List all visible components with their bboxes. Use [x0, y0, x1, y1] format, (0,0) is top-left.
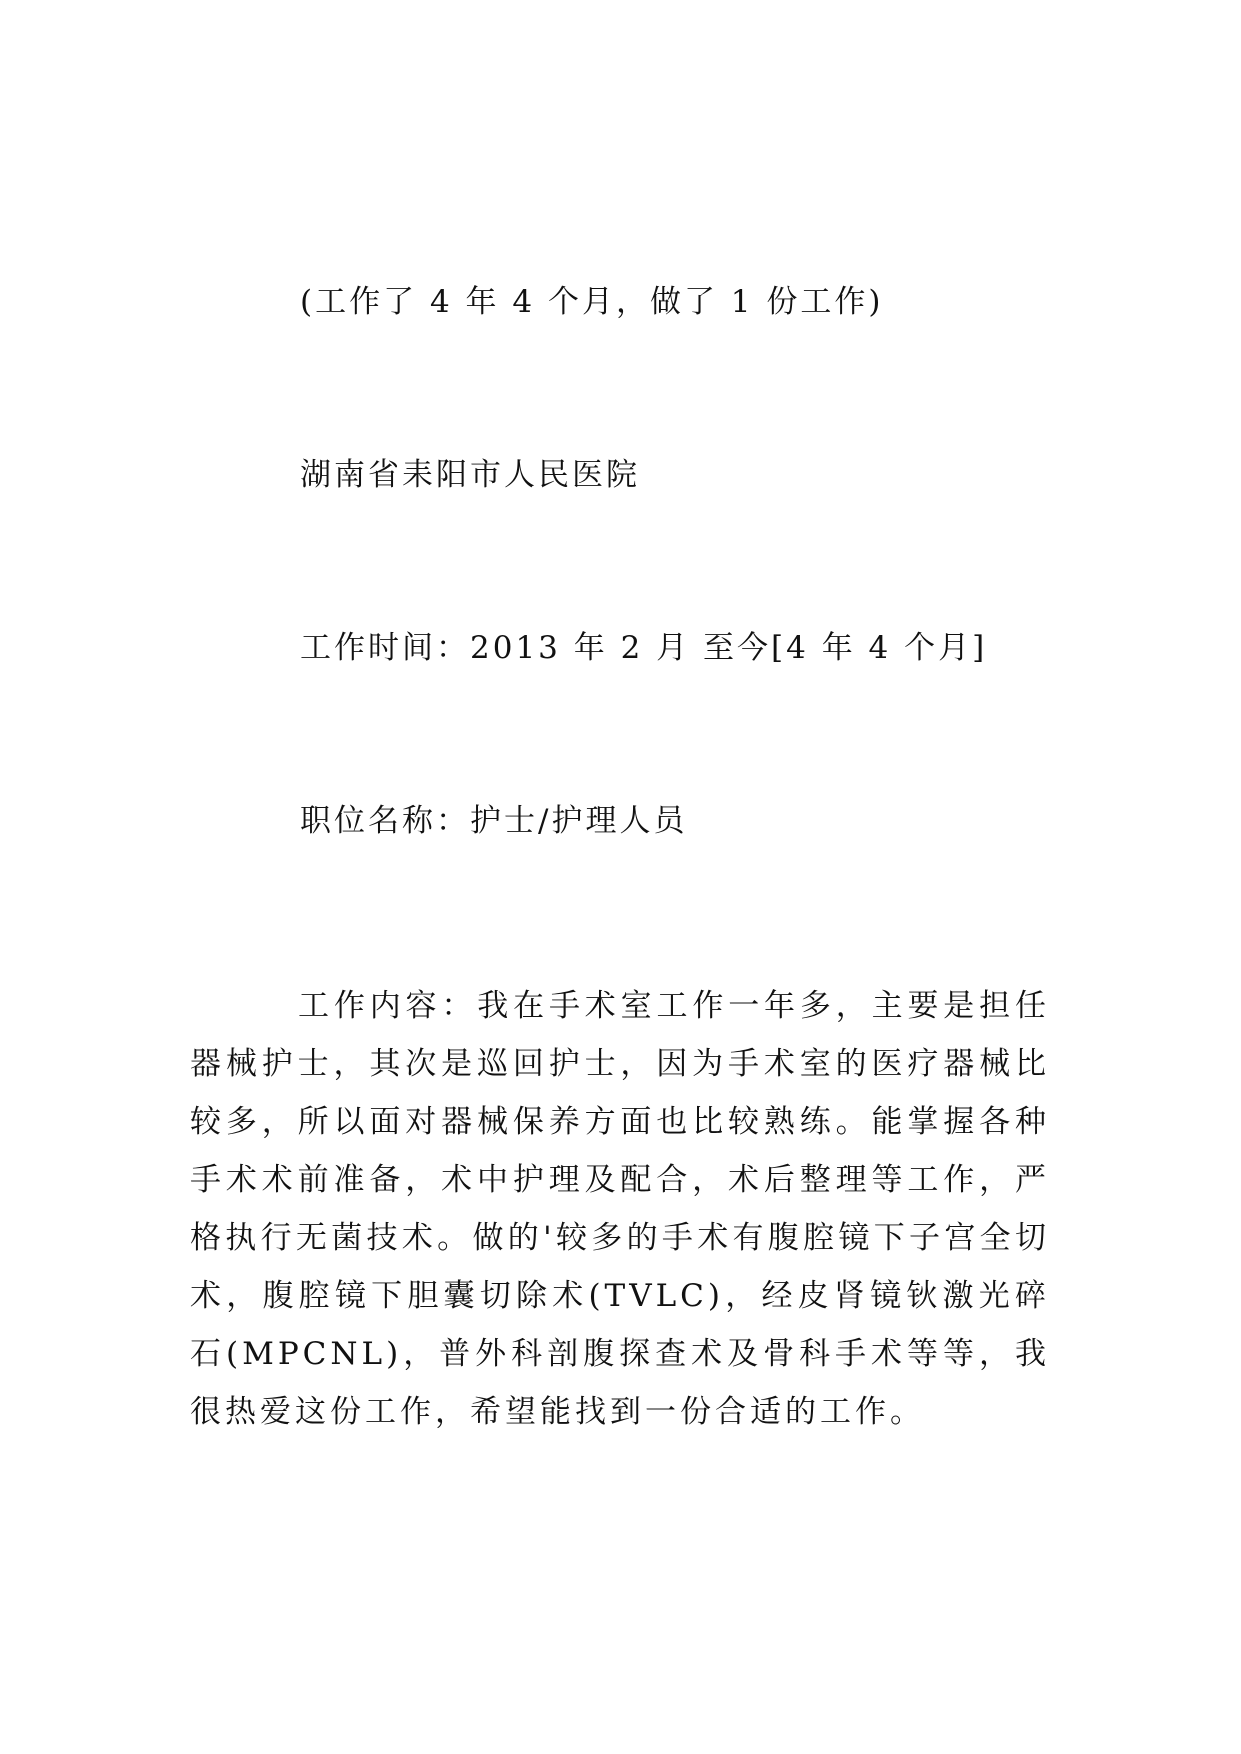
- work-period: 工作时间：2013 年 2 月 至今[4 年 4 个月]: [300, 630, 988, 666]
- work-summary-line: (工作了 4 年 4 个月，做了 1 份工作): [300, 284, 884, 320]
- employer-name: 湖南省耒阳市人民医院: [300, 457, 640, 493]
- work-content-paragraph: 工作内容：我在手术室工作一年多，主要是担任器械护士，其次是巡回护士，因为手术室的医疗器械比较多，所以面对器械保养方面也比较熟练。能掌握各种手术术前准备，术中护理及配合，术后整理等工作，严格执行无菌技术。做的'较多的手术有腹腔镜下子宫全切术，腹腔镜下胆囊切除术(TVLC)，经皮肾镜钬激光碎石(MPCNL)，普外科剖腹探查术及骨科手术等等，我很热爱这份工作，希望能找到一份合适的工作。: [190, 988, 1050, 1430]
- position-title: 职位名称：护士/护理人员: [300, 803, 688, 839]
